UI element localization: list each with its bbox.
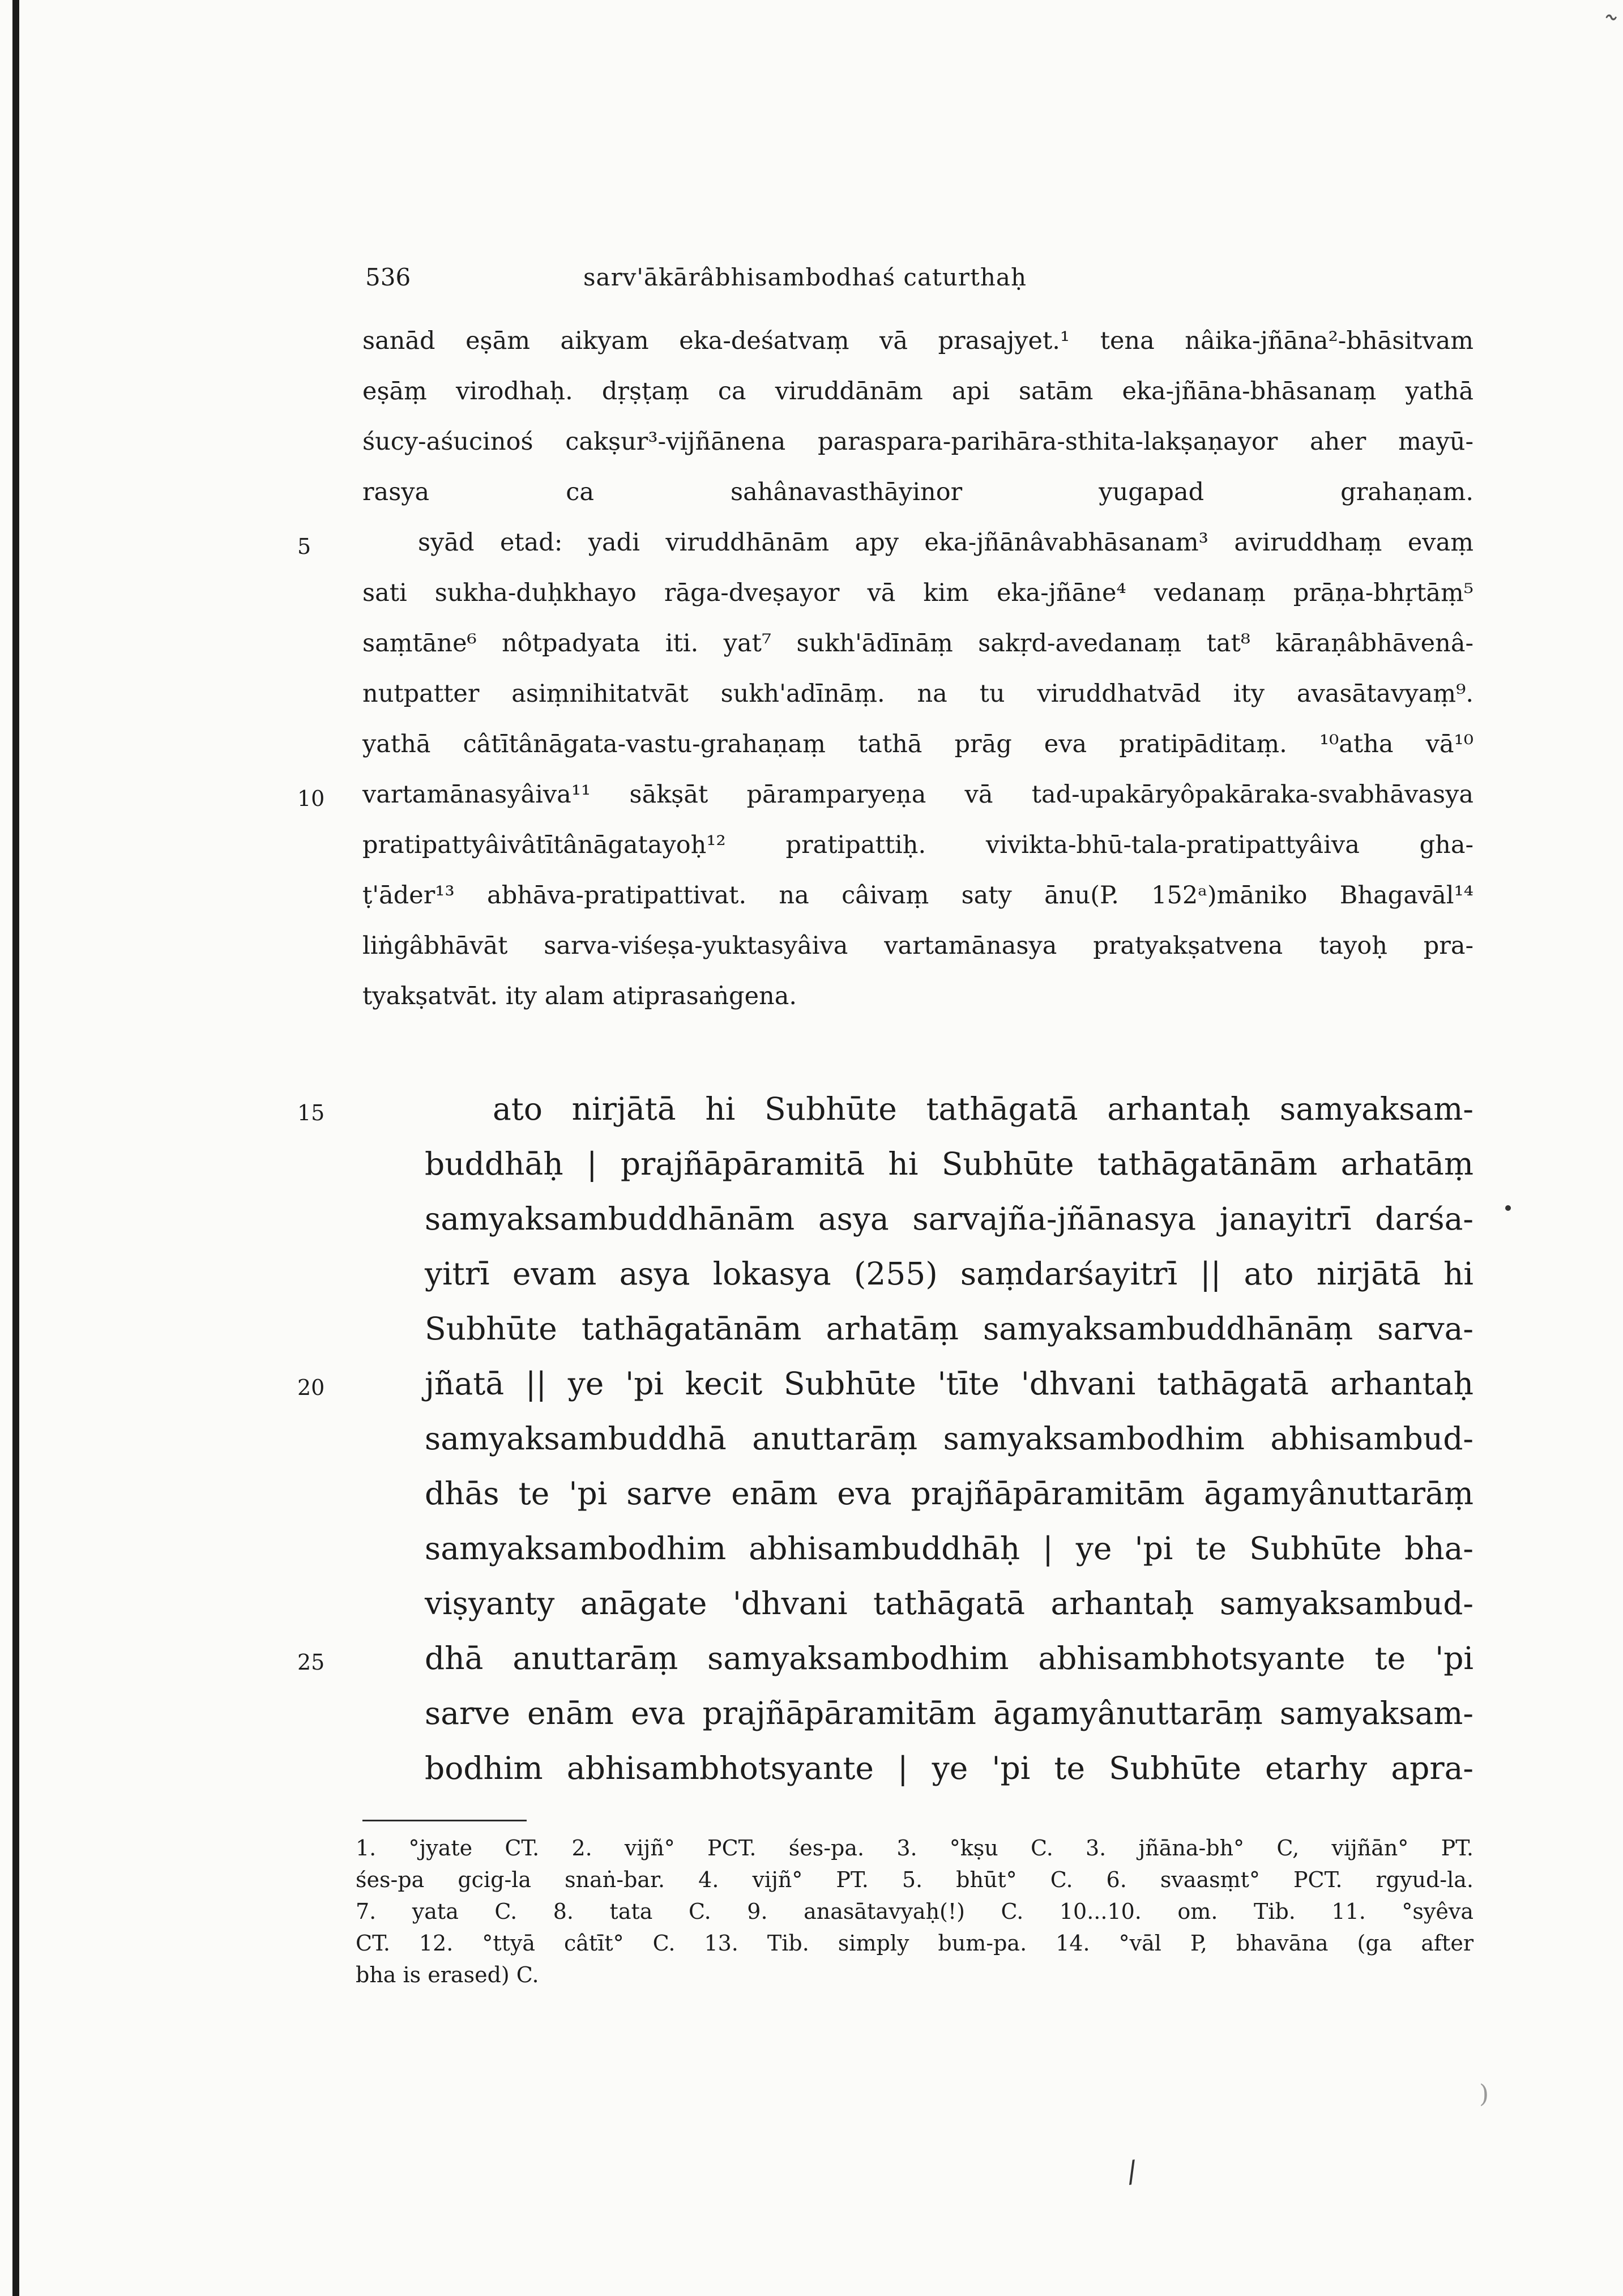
sutra-line: samyaksambodhim abhisambuddhāḥ | ye 'pi te Subhūte bha- xyxy=(425,1530,1473,1567)
running-head: sarv'ākārâbhisambodhaś caturthaḥ xyxy=(583,263,1027,291)
commentary-line: yathā câtītânāgata-vastu-grahaṇaṃ tathā prāg eva pratipāditaṃ. ¹⁰atha vā¹⁰ xyxy=(362,730,1473,758)
line-number: 5 xyxy=(297,534,311,559)
commentary-line: rasya ca sahânavasthāyinor yugapad grahaṇam. xyxy=(362,478,1473,506)
sutra-line: samyaksambuddhā anuttarāṃ samyaksambodhim abhisambud- xyxy=(425,1420,1473,1457)
stray-ink-dot xyxy=(1505,1205,1511,1211)
sutra-line: samyaksambuddhānām asya sarvajña-jñānasya janayitrī darśa- xyxy=(425,1201,1473,1237)
commentary-line: eṣāṃ virodhaḥ. dṛṣṭaṃ ca viruddānām api satām eka-jñāna-bhāsanaṃ yathā xyxy=(362,377,1473,406)
stray-pen-stroke: / xyxy=(1124,2154,1140,2190)
sutra-line: bodhim abhisambhotsyante | ye 'pi te Subhūte etarhy apra- xyxy=(425,1750,1473,1786)
footnote-line: CT. 12. °ttyā câtīt° C. 13. Tib. simply bum-pa. 14. °vāl P, bhavāna (ga after xyxy=(356,1931,1473,1956)
sutra-line: dhās te 'pi sarve enām eva prajñāpāramitām āgamyânuttarāṃ xyxy=(425,1475,1473,1512)
commentary-line: liṅgâbhāvāt sarva-viśeṣa-yuktasyâiva vartamānasya pratyakṣatvena tayoḥ pra- xyxy=(362,932,1473,960)
commentary-line: sanād eṣām aikyam eka-deśatvaṃ vā prasajyet.¹ tena nâika-jñāna²-bhāsitvam xyxy=(362,327,1473,355)
sutra-line: ato nirjātā hi Subhūte tathāgatā arhantaḥ samyaksam- xyxy=(493,1091,1473,1127)
commentary-line: saṃtāne⁶ nôtpadyata iti. yat⁷ sukh'ādīnāṃ sakṛd-avedanaṃ tat⁸ kāraṇâbhāvenâ- xyxy=(362,629,1473,658)
commentary-line: nutpatter asiṃnihitatvāt sukh'adīnāṃ. na tu viruddhatvād ity avasātavyaṃ⁹. xyxy=(362,680,1473,708)
footnote-rule xyxy=(362,1820,527,1821)
line-number: 25 xyxy=(297,1650,325,1675)
commentary-line: syād etad: yadi viruddhānām apy eka-jñānâvabhāsanam³ aviruddhaṃ evaṃ xyxy=(418,528,1473,557)
line-number: 20 xyxy=(297,1375,325,1400)
sutra-line: viṣyanty anāgate 'dhvani tathāgatā arhantaḥ samyaksambud- xyxy=(425,1585,1473,1621)
footnote-line: 1. °jyate CT. 2. vijñ° PCT. śes-pa. 3. °kṣu C. 3. jñāna-bh° C, vijñān° PT. xyxy=(356,1836,1473,1860)
footnote-line: bha is erased) C. xyxy=(356,1962,539,1987)
footnote-line: 7. yata C. 8. tata C. 9. anasātavyaḥ(!) C. 10...10. om. Tib. 11. °syêva xyxy=(356,1899,1473,1924)
sutra-line: jñatā || ye 'pi kecit Subhūte 'tīte 'dhvani tathāgatā arhantaḥ xyxy=(425,1365,1473,1402)
commentary-line: sati sukha-duḥkhayo rāga-dveṣayor vā kim eka-jñāne⁴ vedanaṃ prāṇa-bhṛtāṃ⁵ xyxy=(362,579,1473,607)
sutra-line: sarve enām eva prajñāpāramitām āgamyânuttarāṃ samyaksam- xyxy=(425,1695,1473,1731)
page-number: 536 xyxy=(365,263,411,291)
line-number: 10 xyxy=(297,786,325,811)
footnote-line: śes-pa gcig-la snaṅ-bar. 4. vijñ° PT. 5. bhūt° C. 6. svaasṃt° PCT. rgyud-la. xyxy=(356,1867,1473,1892)
sutra-line: buddhāḥ | prajñāpāramitā hi Subhūte tathāgatānām arhatāṃ xyxy=(425,1146,1473,1182)
sutra-line: dhā anuttarāṃ samyaksambodhim abhisambhotsyante te 'pi xyxy=(425,1640,1473,1676)
sutra-line: yitrī evam asya lokasya (255) saṃdarśayitrī || ato nirjātā hi xyxy=(425,1256,1473,1292)
commentary-line: śucy-aśucinoś cakṣur³-vijñānena paraspara-parihāra-sthita-lakṣaṇayor aher mayū- xyxy=(362,428,1473,456)
commentary-line: vartamānasyâiva¹¹ sākṣāt pāramparyeṇa vā tad-upakāryôpakāraka-svabhāvasya xyxy=(362,780,1473,809)
commentary-line: pratipattyâivâtītânāgatayoḥ¹² pratipattiḥ. vivikta-bhū-tala-pratipattyâiva gha- xyxy=(362,831,1473,859)
line-number: 15 xyxy=(297,1100,325,1125)
corner-mark: ˜ xyxy=(1593,8,1621,49)
stray-paren-mark: ) xyxy=(1479,2080,1489,2109)
commentary-line: ṭ'āder¹³ abhāva-pratipattivat. na câivaṃ saty ānu(P. 152ᵃ)māniko Bhagavāl¹⁴ xyxy=(362,881,1473,910)
scan-edge-shadow xyxy=(12,0,19,2296)
commentary-line: tyakṣatvāt. ity alam atiprasaṅgena. xyxy=(362,982,797,1010)
sutra-line: Subhūte tathāgatānām arhatāṃ samyaksambuddhānāṃ sarva- xyxy=(425,1311,1473,1347)
